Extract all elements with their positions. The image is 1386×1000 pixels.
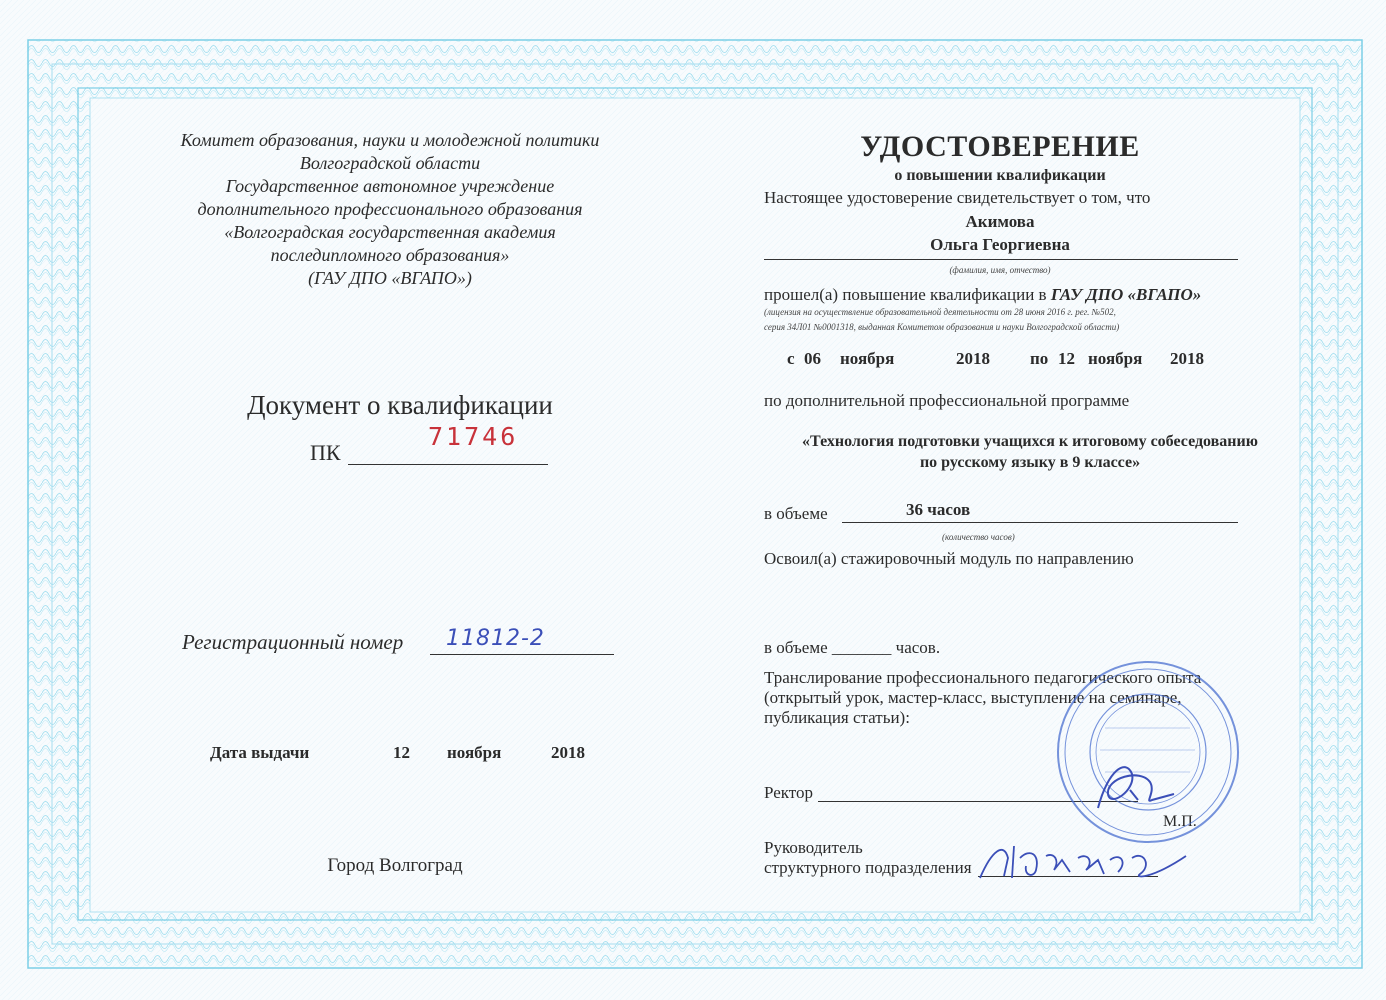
license-line: серия 34Л01 №0001318, выданная Комитетом образования и науки Волгоградской области) — [764, 322, 1120, 332]
given-names: Ольга Георгиевна — [930, 235, 1070, 254]
rector-label: Ректор — [764, 783, 814, 802]
program-label: по дополнительной профессиональной программе — [764, 391, 1130, 410]
issuer-line: (ГАУ ДПО «ВГАПО») — [308, 268, 472, 288]
name-caption: (фамилия, имя, отчество) — [949, 265, 1051, 275]
module-label: Освоил(а) стажировочный модуль по направлению — [764, 549, 1134, 568]
issuer-line: Комитет образования, науки и молодежной политики — [180, 130, 600, 150]
issue-day: 12 — [393, 743, 410, 762]
series-underline — [348, 464, 548, 465]
certificate-title: УДОСТОВЕРЕНИЕ — [860, 130, 1140, 163]
from-month: ноября — [840, 349, 895, 368]
module-hours-blank: _______ — [831, 638, 892, 657]
module-volume-label: в объеме — [764, 638, 828, 657]
issuer-line: дополнительного профессионального образования — [197, 199, 583, 219]
completed-prefix: прошел(а) повышение квалификации в — [764, 285, 1047, 304]
head-label-line: структурного подразделения — [764, 858, 972, 877]
issue-date-label: Дата выдачи — [210, 743, 310, 762]
issue-month: ноября — [447, 743, 502, 762]
issuer-line: Государственное автономное учреждение — [225, 176, 555, 196]
completed-text — [764, 285, 1201, 305]
name-underline — [764, 259, 1238, 260]
issuer-line: последипломного образования» — [270, 245, 510, 265]
to-label: по — [1030, 349, 1049, 368]
registration-label: Регистрационный номер — [182, 630, 404, 654]
volume-value: 36 часов — [906, 500, 971, 519]
issuer-line: «Волгоградская государственная академия — [224, 222, 556, 242]
registration-number: 11812-2 — [446, 626, 545, 651]
to-year: 2018 — [1170, 349, 1204, 368]
broadcast-line: Транслирование профессионального педагогического опыта — [764, 668, 1202, 687]
program-name-line: «Технология подготовки учащихся к итоговому собеседованию — [802, 433, 1258, 450]
license-line: (лицензия на осуществление образовательной деятельности от 28 июня 2016 г. рег. №502, — [764, 307, 1116, 317]
seal-place-label: М.П. — [1163, 813, 1197, 830]
certificate-subtitle: о повышении квалификации — [894, 167, 1106, 184]
issue-year: 2018 — [551, 743, 585, 762]
from-year: 2018 — [956, 349, 990, 368]
city: Город Волгоград — [327, 855, 463, 876]
document-title: Документ о квалификации — [247, 390, 553, 420]
head-label-line: Руководитель — [764, 838, 863, 857]
registration-underline — [430, 654, 614, 655]
program-name-line: по русскому языку в 9 классе» — [919, 454, 1141, 471]
head-signature-line — [978, 876, 1158, 877]
from-day: 06 — [804, 349, 821, 368]
module-volume — [764, 638, 940, 658]
to-month: ноября — [1088, 349, 1143, 368]
broadcast-line: публикация статьи): — [764, 708, 910, 727]
series-number: 71746 — [428, 422, 519, 451]
volume-caption: (количество часов) — [942, 532, 1015, 542]
from-label: с — [787, 349, 795, 368]
completed-org: ГАУ ДПО «ВГАПО» — [1050, 285, 1202, 304]
rector-signature-line — [818, 801, 1138, 802]
volume-underline — [842, 522, 1238, 523]
broadcast-line: (открытый урок, мастер-класс, выступление на семинаре, — [764, 688, 1182, 707]
volume-label: в объеме — [764, 504, 828, 523]
to-day: 12 — [1058, 349, 1075, 368]
series-label: ПК — [310, 440, 341, 465]
module-hours-suffix: часов. — [895, 638, 941, 657]
intro-text: Настоящее удостоверение свидетельствует о том, что — [764, 188, 1151, 207]
surname: Акимова — [965, 212, 1035, 231]
issuer-line: Волгоградской области — [299, 153, 481, 173]
